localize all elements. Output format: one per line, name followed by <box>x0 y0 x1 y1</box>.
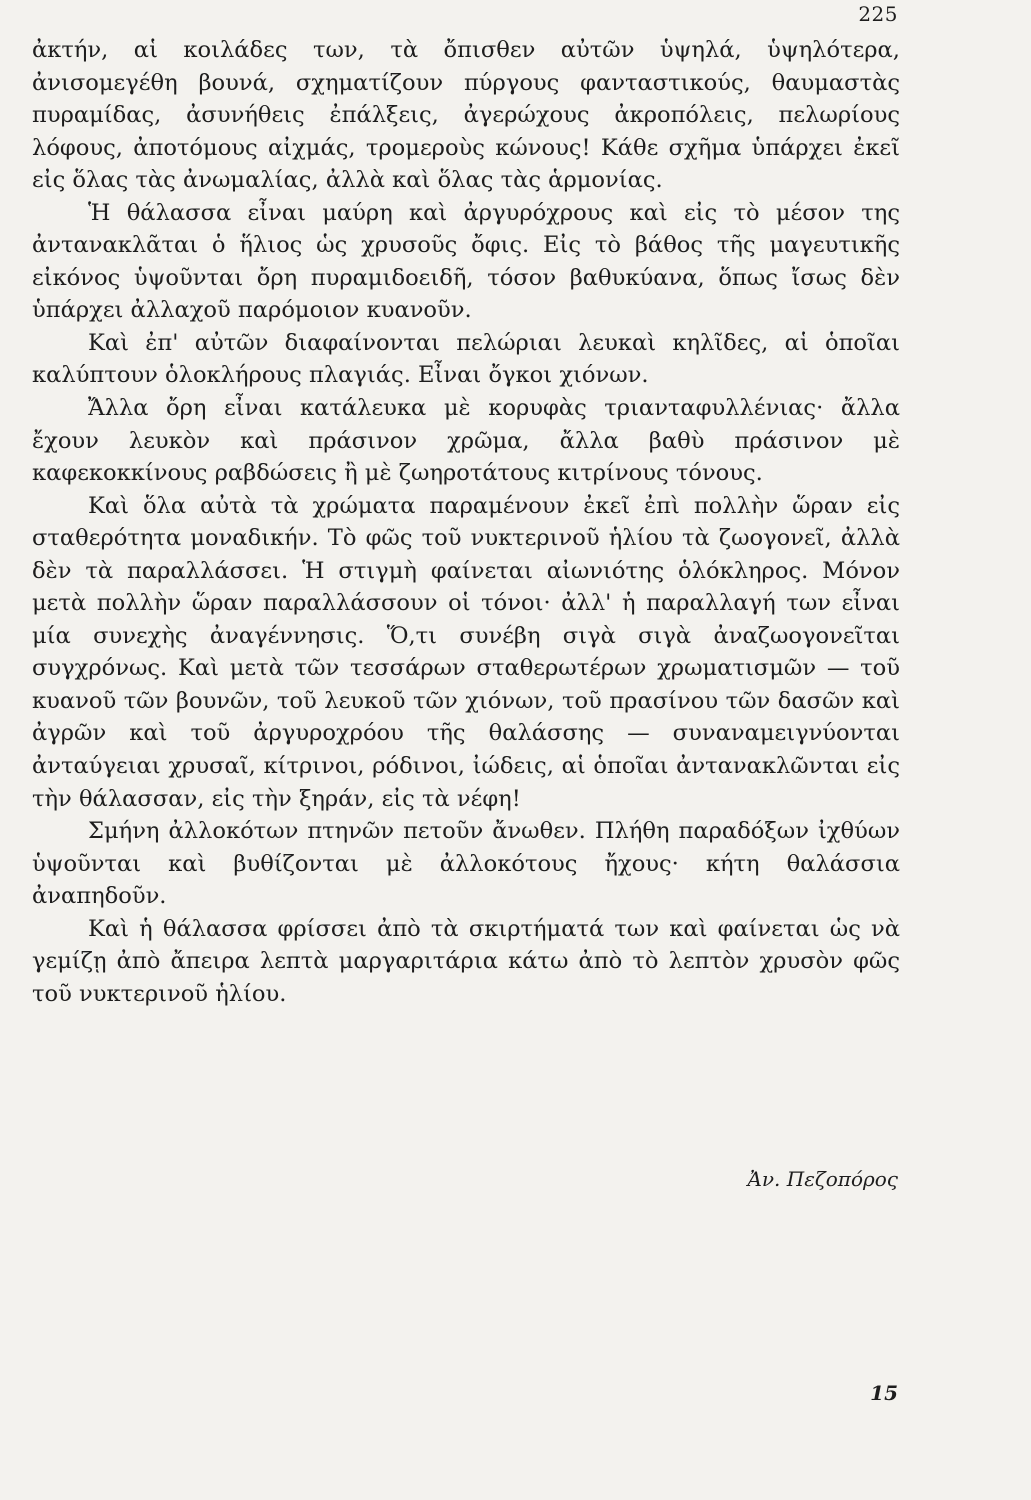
body-text <box>32 34 900 1010</box>
paragraph-4: Ἄλλα ὄρη εἶναι κατάλευκα μὲ κορυφὰς τριανταφυλλένιας· ἄλλα ἔχουν λευκὸν καὶ πράσινον χρῶμα, ἄλλα βαθὺ πράσινον μὲ καφεκοκκίνους ραβδώσεις ἢ μὲ ζωηροτάτους κιτρίνους τόνους. <box>32 395 900 487</box>
paragraph-5: Καὶ ὅλα αὐτὰ τὰ χρώματα παραμένουν ἐκεῖ ἐπὶ πολλὴν ὥραν εἰς σταθερότητα μοναδικήν. Τὸ φῶς τοῦ νυκτερινοῦ ἡλίου τὰ ζωογονεῖ, ἀλλὰ δὲν τὰ παραλλάσσει. Ἡ στιγμὴ φαίνεται αἰωνιότης ὁλόκληρος. Μόνον μετὰ πολλὴν ὥραν παραλλάσσουν οἱ τόνοι· ἀλλ' ἡ παραλλαγή των εἶναι μία συνεχὴς ἀναγέννησις. Ὅ,τι συνέβη σιγὰ σιγὰ ἀναζωογονεῖται συγχρόνως. Καὶ μετὰ τῶν τεσσάρων σταθερωτέρων χρωματισμῶν — τοῦ κυανοῦ τῶν βουνῶν, τοῦ λευκοῦ τῶν χιόνων, τοῦ πρασίνου τῶν δασῶν καὶ ἀγρῶν καὶ τοῦ ἀργυροχρόου τῆς θαλάσσης — συναναμειγνύονται ἀνταύγειαι χρυσαῖ, κίτρινοι, ρόδινοι, ἰώδεις, αἱ ὁποῖαι ἀντανακλῶνται εἰς τὴν θάλασσαν, εἰς τὴν ξηράν, εἰς τὰ νέφη! <box>32 492 900 812</box>
paragraph-6: Σμήνη ἀλλοκότων πτηνῶν πετοῦν ἄνωθεν. Πλήθη παραδόξων ἰχθύων ὑψοῦνται καὶ βυθίζονται μὲ ἀλλοκότους ἤχους· κήτη θαλάσσια ἀναπηδοῦν. <box>32 818 900 910</box>
page-number-top: 225 <box>858 2 898 26</box>
signature-number: 15 <box>870 1381 898 1405</box>
paragraph-7: Καὶ ἡ θάλασσα φρίσσει ἀπὸ τὰ σκιρτήματά των καὶ φαίνεται ὡς νὰ γεμίζῃ ἀπὸ ἄπειρα λεπτὰ μαργαριτάρια κάτω ἀπὸ τὸ λεπτὸν χρυσὸν φῶς τοῦ νυκτερινοῦ ἡλίου. <box>32 915 900 1007</box>
paragraph-3: Καὶ ἐπ' αὐτῶν διαφαίνονται πελώριαι λευκαὶ κηλῖδες, αἱ ὁποῖαι καλύπτουν ὁλοκλήρους πλαγιάς. Εἶναι ὄγκοι χιόνων. <box>32 329 900 389</box>
author-signature: Ἀν. Πεζοπόρος <box>747 1167 898 1191</box>
paragraph-1: ἀκτήν, αἱ κοιλάδες των, τὰ ὄπισθεν αὐτῶν ὑψηλά, ὑψηλότερα, ἀνισομεγέθη βουνά, σχηματίζουν πύργους φανταστικούς, θαυμαστὰς πυραμίδας, ἀσυνήθεις ἐπάλξεις, ἀγερώχους ἀκροπόλεις, πελωρίους λόφους, ἀποτόμους αἰχμάς, τρομεροὺς κώνους! Κάθε σχῆμα ὑπάρχει ἐκεῖ εἰς ὅλας τὰς ἀνωμαλίας, ἀλλὰ καὶ ὅλας τὰς ἁρμονίας. <box>32 37 900 194</box>
paragraph-2: Ἡ θάλασσα εἶναι μαύρη καὶ ἀργυρόχρους καὶ εἰς τὸ μέσον της ἀντανακλᾶται ὁ ἥλιος ὡς χρυσοῦς ὄφις. Εἰς τὸ βάθος τῆς μαγευτικῆς εἰκόνος ὑψοῦνται ὄρη πυραμιδοειδῆ, τόσον βαθυκύανα, ὅπως ἴσως δὲν ὑπάρχει ἀλλαχοῦ παρόμοιον κυανοῦν. <box>32 199 900 324</box>
